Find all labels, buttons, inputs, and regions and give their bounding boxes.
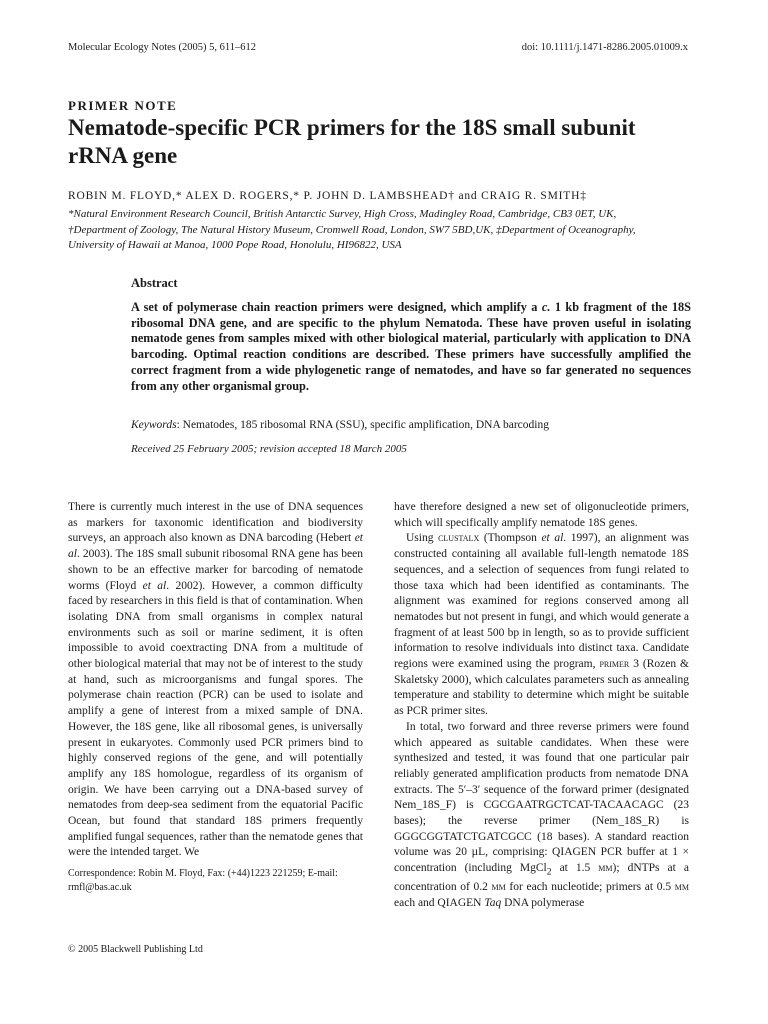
section-label: PRIMER NOTE — [68, 98, 178, 113]
article-title: Nematode-specific PCR primers for the 18S small subunit rRNA gene — [68, 115, 636, 168]
keywords-label: Keywords — [131, 419, 177, 431]
body-paragraph: There is currently much interest in the use of DNA sequences as markers for taxonomic identification and biodiversity surveys, an approach also known as DNA barcoding (Hebert et al. 2003). The 18S small subunit ribosomal RNA gene has been shown to be an effective marker for barcoding of nematode worms (Floyd et al. 2002). However, a common difficulty faced by researchers in this field is that of contamination. When isolating DNA from small organisms in complex natural environments such as soil or marine sediment, it is often impossible to avoid coextracting DNA from a multitude of other biological material that may not be of interest to the study at hand, such as microorganisms and fungal spores. The polymerase chain reaction (PCR) can be used to isolate and amplify a gene of interest from a mixed sample of DNA. However, the 18S gene, like all ribosomal genes, is universally present in eukaryotes. Commonly used PCR primers bind to highly conserved regions of the gene, and will potentially amplify any 18S homologue, regardless of its organism of origin. We have been carrying out a DNA-based survey of nematodes from deep-sea sediment from the equatorial Pacific Ocean, but found that standard 18S primers frequently amplified fungal sequences, rather than the nematode genes that were the intended target. We — [68, 501, 364, 859]
affiliation-line: *Natural Environment Research Council, British Antarctic Survey, High Cross, Madingley Road, Cambridge, CB3 0ET, UK, — [68, 208, 617, 220]
body-column-right — [394, 500, 689, 912]
author-list: ROBIN M. FLOYD,* ALEX D. ROGERS,* P. JOHN D. LAMBSHEAD† and CRAIG R. SMITH‡ — [68, 190, 587, 202]
running-head-journal: Molecular Ecology Notes (2005) 5, 611–612 — [68, 42, 256, 53]
affiliation-line: University of Hawaii at Manoa, 1000 Pope Road, Honolulu, HI96822, USA — [68, 239, 402, 252]
copyright-notice: © 2005 Blackwell Publishing Ltd — [68, 944, 203, 955]
keywords — [131, 419, 691, 431]
affiliation-line: †Department of Zoology, The Natural History Museum, Cromwell Road, London, SW7 5BD,UK, ‡Department of Oceanography, — [68, 223, 636, 236]
received-dates: Received 25 February 2005; revision accepted 18 March 2005 — [131, 443, 407, 455]
affiliations — [68, 207, 688, 254]
body-paragraph: have therefore designed a new set of oligonucleotide primers, which will specifically amplify nematode 18S genes. — [394, 501, 689, 529]
running-head-doi: doi: 10.1111/j.1471-8286.2005.01009.x — [521, 42, 688, 53]
abstract-body: A set of polymerase chain reaction primers were designed, which amplify a c. 1 kb fragment of the 18S ribosomal DNA gene, and are specific to the phylum Nematoda. These have proven useful in isolating nematode genes from samples mixed with other biological material, particularly with application to DNA barcoding. Optimal reaction conditions are described. These primers have successfully amplified the correct fragment from a wide phylogenetic range of nematodes, and have so far generated no sequences from any other organismal group. — [131, 300, 692, 393]
correspondence-footnote: Correspondence: Robin M. Floyd, Fax: (+44)1223 221259; E-mail: rmfl@bas.ac.uk — [68, 868, 338, 893]
body-column-left — [68, 500, 363, 861]
body-paragraph: In total, two forward and three reverse primers were found which appeared as suitable candidates. When these were synthesized and tested, it was found that one particular pair reliably generated amplification products from nematode DNA extracts. The 5′–3′ sequence of the forward primer (designated Nem_18S_F) is CGCGAATRGCTCAT-TACAACAGC (23 bases); the reverse primer (Nem_18S_R) is GGGCGGTATCTGATCGCC (18 bases). A standard reaction volume was 20 µL, comprising: QIAGEN PCR buffer at 1 × concentration (including MgCl$_2$ at 1.5 mm); dNTPs at a concentration of 0.2 mm for each nucleotide; primers at 0.5 µm each and QIAGEN Taq DNA polymerase — [394, 720, 689, 909]
body-paragraph: Using clustalx (Thompson et al. 1997), an alignment was constructed containing all available full-length nematode 18S sequences, and a selection of sequences from fungi related to those taxa which had been identified as contaminants. The alignment was examined for regions conserved among all nematodes but not present in fungi, and which would generate a fragment of at least 500 bp in length, so as to provide sufficient information to resolve individuals into distinct taxa. Candidate regions were examined using the program, primer 3 (Rozen & Skaletsky 2000), which calculates parameters such as annealing temperature and stability to determine which might be suitable as PCR primer sites. — [394, 532, 689, 718]
abstract-heading: Abstract — [131, 276, 178, 290]
keywords-text: : Nematodes, 185 ribosomal RNA (SSU), specific amplification, DNA barcoding — [176, 419, 549, 431]
